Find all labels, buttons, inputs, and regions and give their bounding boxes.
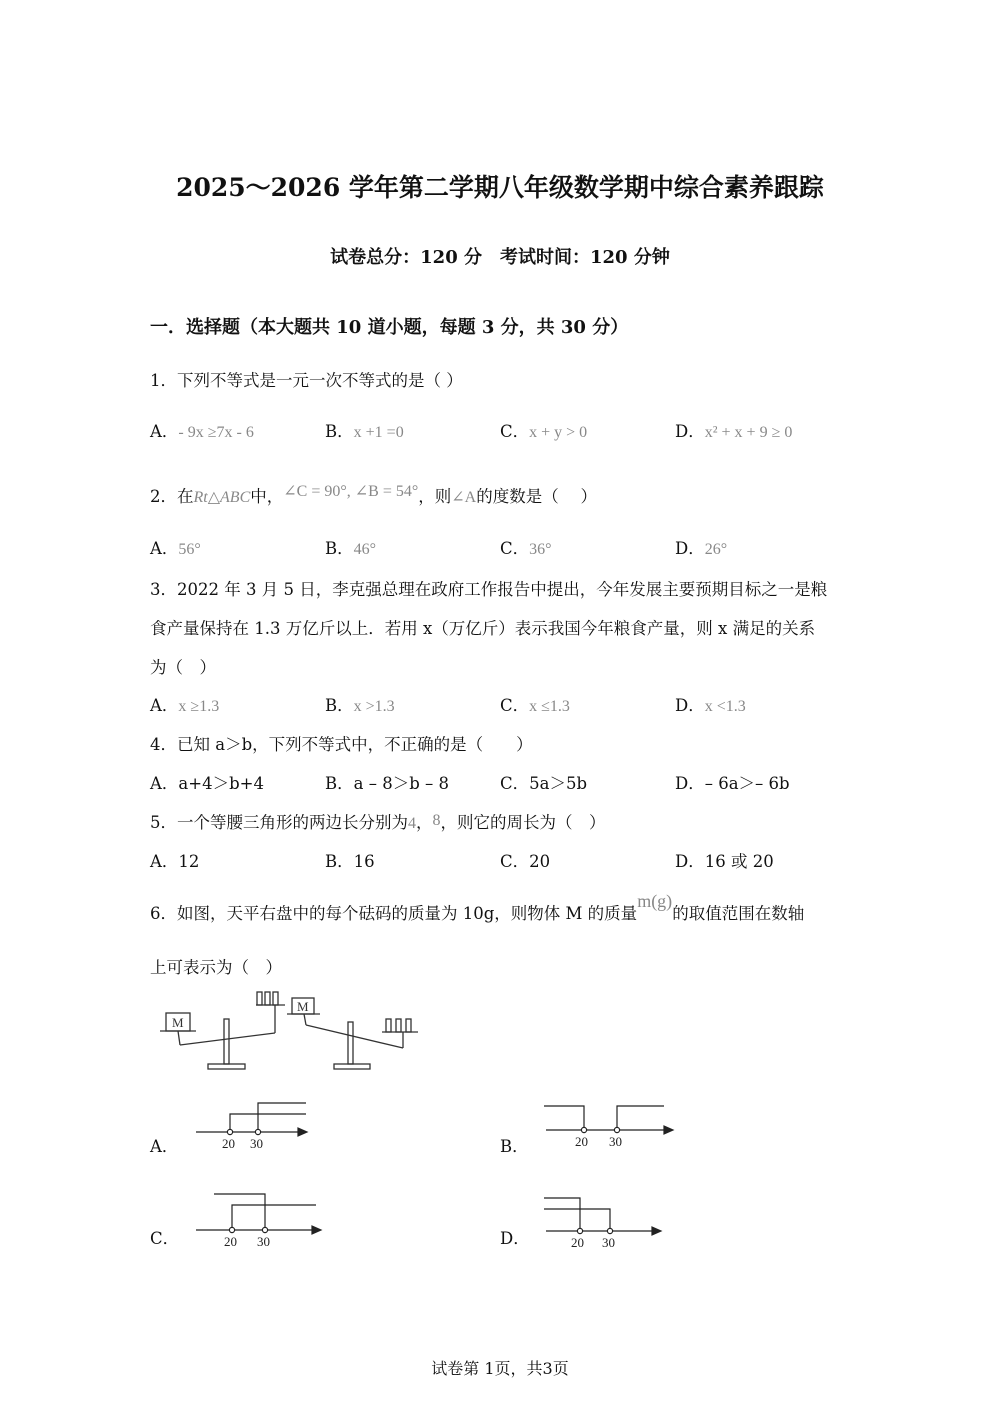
question-4-stem: 4．已知 a＞b，下列不等式中，不正确的是（ ） <box>150 735 533 754</box>
section-heading: 一．选择题（本大题共 10 道小题，每题 3 分，共 30 分） <box>150 317 629 338</box>
tick-20: 20 <box>575 1134 588 1149</box>
q3-option-a: A．x ≥1.3 <box>150 696 220 715</box>
q2-option-b: B．46° <box>325 539 377 558</box>
question-6-line-1: 6．如图，天平右盘中的每个砝码的质量为 10g，则物体 M 的质量m(g)的取值范围在数轴 <box>150 891 805 923</box>
tick-30: 30 <box>602 1235 615 1248</box>
q4-option-a: A．a+4＞b+4 <box>150 774 264 793</box>
q1-option-b: B．x +1 =0 <box>325 422 404 441</box>
number-line-c <box>190 1188 330 1248</box>
tick-30: 30 <box>609 1134 622 1149</box>
tick-30: 30 <box>257 1234 270 1248</box>
tick-20: 20 <box>222 1136 235 1151</box>
q5-option-c: C．20 <box>500 852 551 871</box>
q6-option-d: D． <box>500 1229 530 1248</box>
question-3-line-3: 为（ ） <box>150 658 216 677</box>
q5-option-d: D．16 或 20 <box>675 852 774 871</box>
question-6-line-2: 上可表示为（ ） <box>150 958 282 977</box>
q3-option-d: D．x <1.3 <box>675 696 746 715</box>
q3-option-b: B．x >1.3 <box>325 696 395 715</box>
page-title: 2025～2026 学年第二学期八年级数学期中综合素养跟踪 <box>176 173 824 202</box>
q1-option-d: D．x² + x + 9 ≥ 0 <box>675 422 793 441</box>
q5-option-b: B．16 <box>325 852 375 871</box>
mass-label-left: M <box>172 1015 184 1030</box>
q1-option-c: C．x + y > 0 <box>500 422 588 441</box>
number-line-a <box>190 1098 320 1152</box>
q6-option-a: A． <box>150 1137 179 1156</box>
q4-option-d: D．– 6a＞– 6b <box>675 774 790 793</box>
q1-option-a: A．- 9x ≥7x - 6 <box>150 422 254 441</box>
tick-20: 20 <box>571 1235 584 1248</box>
balance-scales-figure <box>160 985 430 1075</box>
exam-info: 试卷总分：120 分 考试时间：120 分钟 <box>330 247 670 268</box>
q3-option-c: C．x ≤1.3 <box>500 696 570 715</box>
number-line-d <box>540 1188 670 1248</box>
balance-scale-left <box>160 992 285 1069</box>
mass-label-right: M <box>297 999 309 1014</box>
q2-option-d: D．26° <box>675 539 728 558</box>
q5-option-a: A．12 <box>150 852 200 871</box>
q2-option-a: A．56° <box>150 539 201 558</box>
question-1-stem: 1．下列不等式是一元一次不等式的是（ ） <box>150 371 463 390</box>
q6-option-c: C． <box>150 1229 180 1248</box>
q4-option-b: B．a – 8＞b – 8 <box>325 774 449 793</box>
question-5-stem: 5．一个等腰三角形的两边长分别为4，8，则它的周长为（ ） <box>150 812 606 832</box>
tick-30: 30 <box>250 1136 263 1151</box>
q2-option-c: C．36° <box>500 539 552 558</box>
q6-option-b: B． <box>500 1137 529 1156</box>
question-3-line-2: 食产量保持在 1.3 万亿斤以上．若用 x（万亿斤）表示我国今年粮食产量，则 x 满足的关系 <box>150 619 816 638</box>
q4-option-c: C．5a＞5b <box>500 774 588 793</box>
question-3-line-1: 3．2022 年 3 月 5 日，李克强总理在政府工作报告中提出，今年发展主要预期目标之一是粮 <box>150 580 828 599</box>
number-line-b <box>540 1098 680 1152</box>
page-footer: 试卷第 1页，共3页 <box>431 1359 569 1378</box>
question-2-stem: 2．在Rt△ABC中，∠C = 90°, ∠B = 54°，则∠A的度数是（ ） <box>150 483 597 506</box>
tick-20: 20 <box>224 1234 237 1248</box>
